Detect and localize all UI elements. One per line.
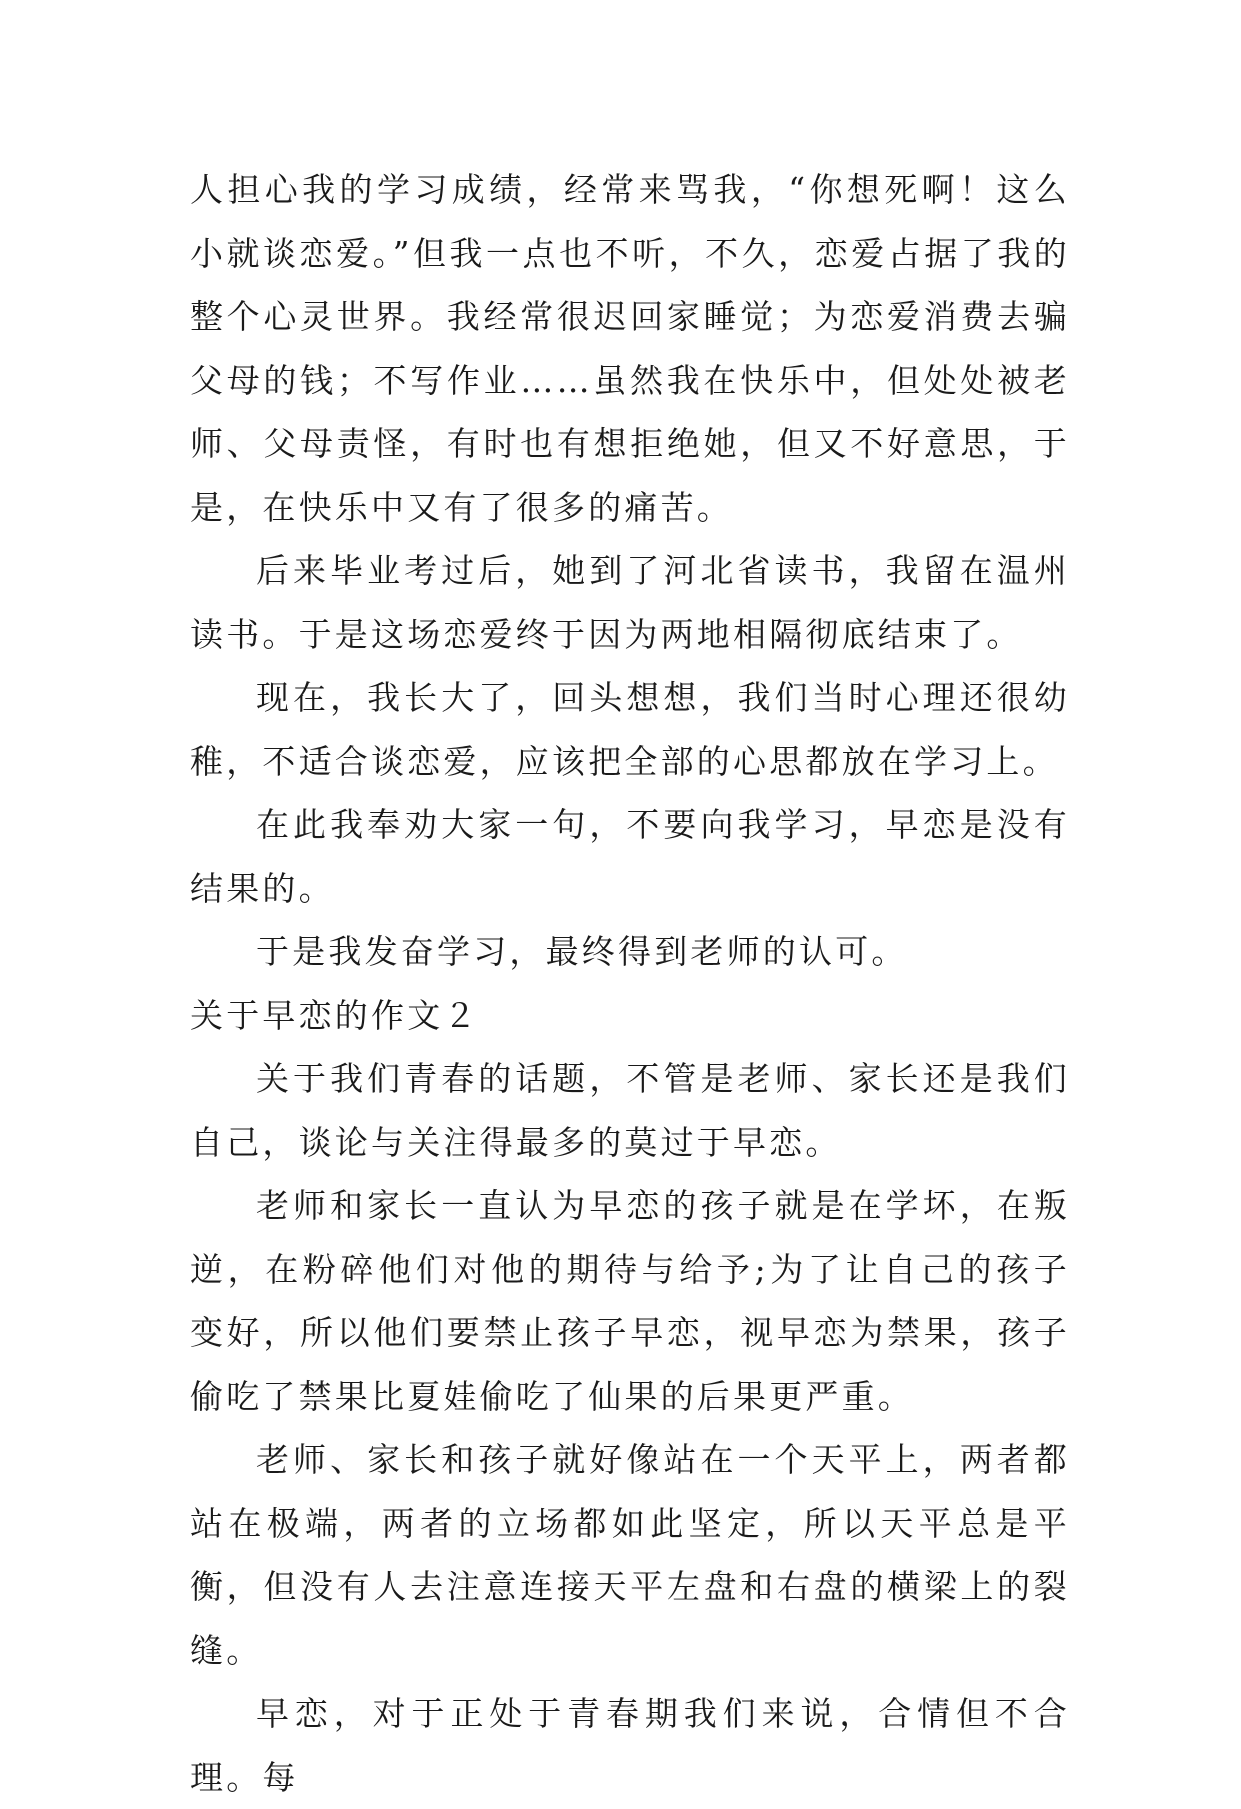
paragraph: 于是我发奋学习，最终得到老师的认可。: [256, 932, 908, 971]
section-heading: 关于早恋的作文２: [190, 995, 480, 1035]
document-body: [190, 158, 1070, 1809]
paragraph-truncated: 早恋，对于正处于青春期我们来说，合情但不合理。每: [190, 1694, 1070, 1797]
paragraph: 老师、家长和孩子就好像站在一个天平上，两者都站在极端，两者的立场都如此坚定，所以天平总是平衡，但没有人去注意连接天平左盘和右盘的横梁上的裂缝。: [190, 1440, 1070, 1670]
paragraph: 现在，我长大了，回头想想，我们当时心理还很幼稚，不适合谈恋爱，应该把全部的心思都放在学习上。: [190, 678, 1070, 781]
paragraph: 在此我奉劝大家一句，不要向我学习，早恋是没有结果的。: [190, 805, 1070, 908]
paragraph: 老师和家长一直认为早恋的孩子就是在学坏，在叛逆，在粉碎他们对他的期待与给予;为了让自己的孩子变好，所以他们要禁止孩子早恋，视早恋为禁果，孩子偷吃了禁果比夏娃偷吃了仙果的后果更严重。: [190, 1186, 1070, 1416]
paragraph: 后来毕业考过后，她到了河北省读书，我留在温州读书。于是这场恋爱终于因为两地相隔彻底结束了。: [190, 551, 1070, 654]
paragraph: 关于我们青春的话题，不管是老师、家长还是我们自己，谈论与关注得最多的莫过于早恋。: [190, 1059, 1070, 1162]
paragraph-continued: 人担心我的学习成绩，经常来骂我，“你想死啊！这么小就谈恋爱。”但我一点也不听，不久，恋爱占据了我的整个心灵世界。我经常很迟回家睡觉；为恋爱消费去骗父母的钱；不写作业……虽然我在快乐中，但处处被老师、父母责怪，有时也有想拒绝她，但又不好意思，于是，在快乐中又有了很多的痛苦。: [190, 170, 1070, 527]
